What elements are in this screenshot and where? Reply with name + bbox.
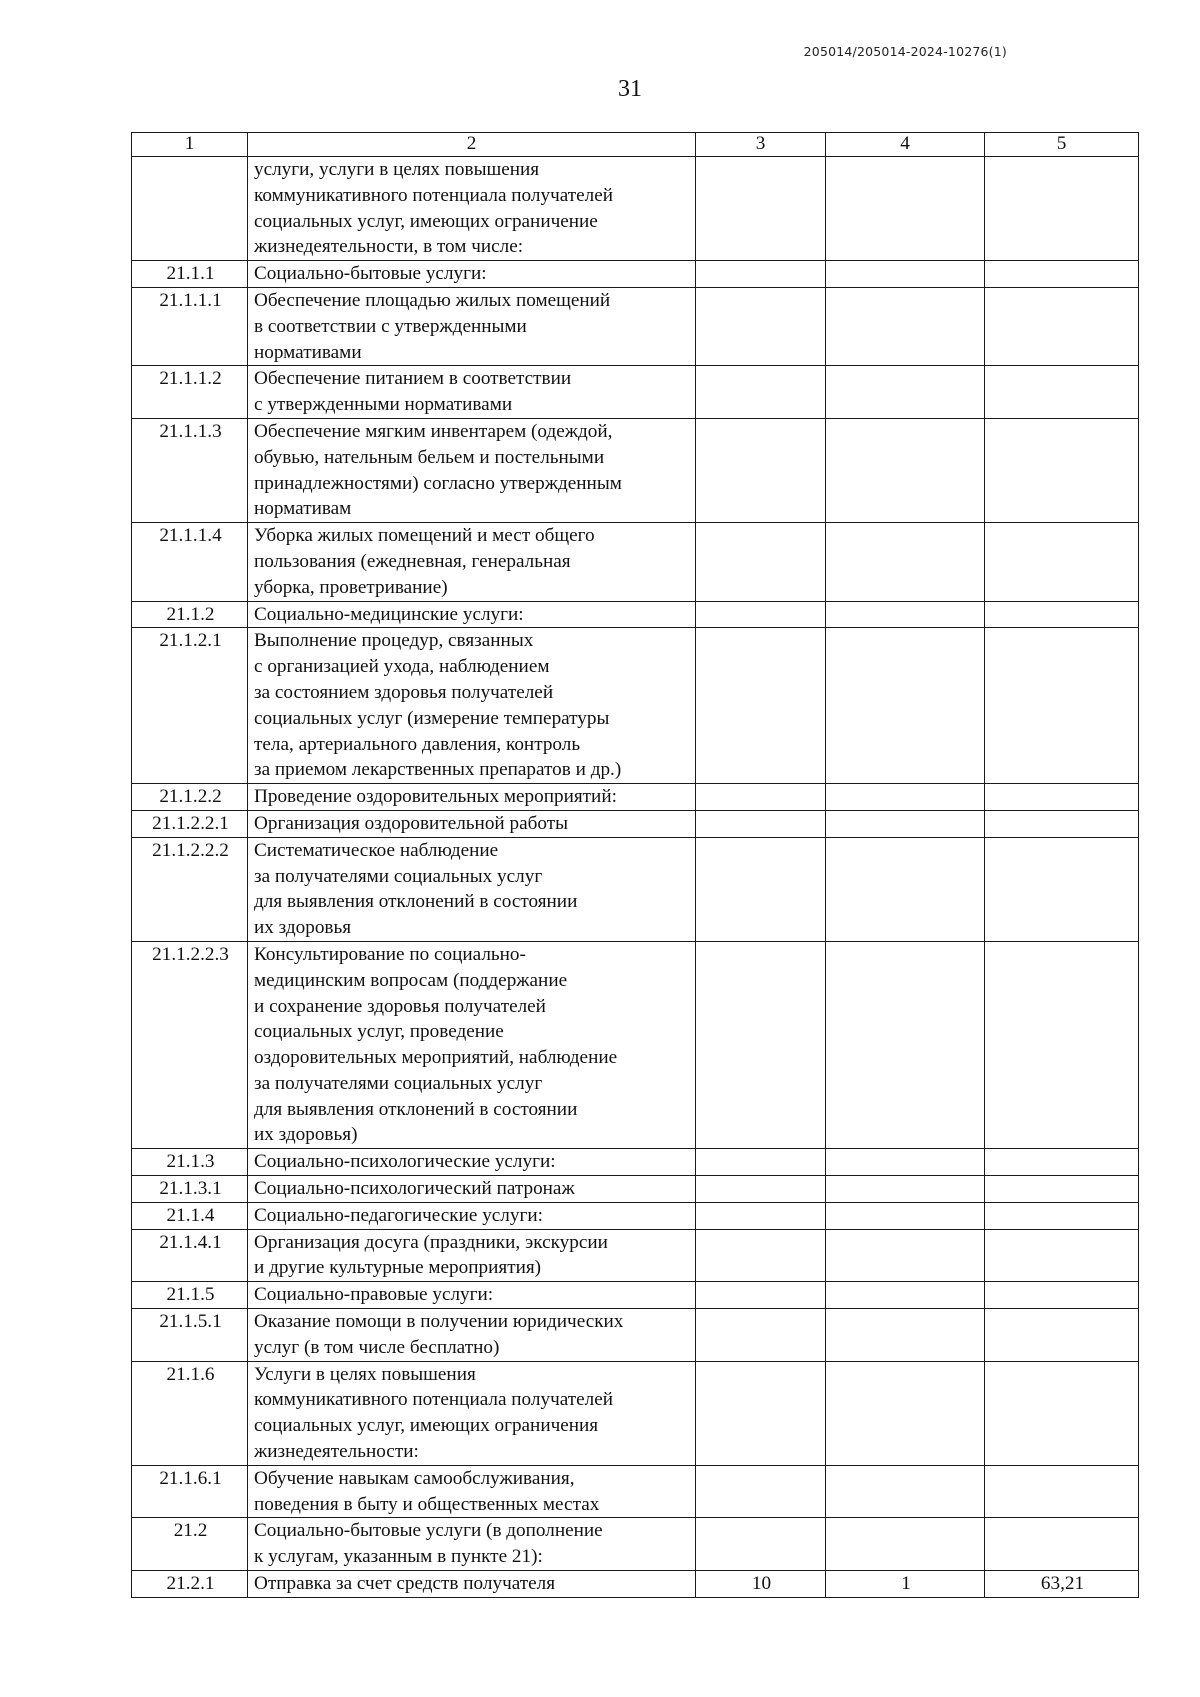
table-row <box>132 1361 1139 1465</box>
row-number: 21.1.5 <box>132 1282 248 1309</box>
value-col-4 <box>826 810 985 837</box>
value-col-5 <box>985 628 1139 784</box>
value-col-4 <box>826 1176 985 1203</box>
service-name: Социально-бытовые услуги: <box>248 261 696 288</box>
service-name: Обеспечение площадью жилых помещений в соответствии с утвержденными нормативами <box>248 287 696 365</box>
value-col-3 <box>696 628 826 784</box>
value-col-3 <box>696 1518 826 1571</box>
header-row <box>132 133 1139 157</box>
value-col-3 <box>696 941 826 1148</box>
value-col-4 <box>826 418 985 522</box>
value-col-5 <box>985 366 1139 419</box>
row-number: 21.1.3.1 <box>132 1176 248 1203</box>
document-id: 205014/205014-2024-10276(1) <box>803 44 1007 59</box>
page-number: 31 <box>618 76 642 102</box>
table-body <box>132 157 1139 1598</box>
value-col-3: 10 <box>696 1571 826 1598</box>
service-name: Организация досуга (праздники, экскурсии и другие культурные мероприятия) <box>248 1229 696 1282</box>
service-name: Консультирование по социально- медицинским вопросам (поддержание и сохранение здоровья получателей социальных услуг, проведение оздоровительных мероприятий, наблюдение за получателями социальных услуг для выявления отклонений в состоянии их здоровья) <box>248 941 696 1148</box>
row-number: 21.1.6.1 <box>132 1465 248 1518</box>
value-col-4 <box>826 157 985 261</box>
value-col-5: 63,21 <box>985 1571 1139 1598</box>
value-col-3 <box>696 1202 826 1229</box>
table-row <box>132 1571 1139 1598</box>
value-col-5 <box>985 1282 1139 1309</box>
value-col-3 <box>696 157 826 261</box>
services-table <box>131 132 1139 1598</box>
value-col-5 <box>985 157 1139 261</box>
row-number: 21.1.2.2 <box>132 784 248 811</box>
value-col-5 <box>985 837 1139 941</box>
value-col-5 <box>985 784 1139 811</box>
value-col-3 <box>696 1309 826 1362</box>
value-col-4 <box>826 287 985 365</box>
table-row <box>132 418 1139 522</box>
table-row <box>132 1149 1139 1176</box>
value-col-3 <box>696 287 826 365</box>
row-number: 21.1.1.4 <box>132 523 248 601</box>
service-name: Обучение навыкам самообслуживания, поведения в быту и общественных местах <box>248 1465 696 1518</box>
value-col-5 <box>985 1309 1139 1362</box>
service-name: Систематическое наблюдение за получателями социальных услуг для выявления отклонений в состоянии их здоровья <box>248 837 696 941</box>
service-name: Организация оздоровительной работы <box>248 810 696 837</box>
service-name: услуги, услуги в целях повышения коммуникативного потенциала получателей социальных услуг, имеющих ограничение жизнедеятельности, в том числе: <box>248 157 696 261</box>
value-col-3 <box>696 366 826 419</box>
row-number: 21.1.5.1 <box>132 1309 248 1362</box>
table-row <box>132 287 1139 365</box>
service-name: Социально-педагогические услуги: <box>248 1202 696 1229</box>
row-number: 21.1.3 <box>132 1149 248 1176</box>
value-col-5 <box>985 810 1139 837</box>
header-col-2: 2 <box>248 133 696 157</box>
value-col-4 <box>826 601 985 628</box>
service-name: Социально-правовые услуги: <box>248 1282 696 1309</box>
value-col-4 <box>826 784 985 811</box>
value-col-5 <box>985 523 1139 601</box>
table-row <box>132 157 1139 261</box>
value-col-5 <box>985 1149 1139 1176</box>
value-col-3 <box>696 1465 826 1518</box>
table-row <box>132 366 1139 419</box>
table-row <box>132 1229 1139 1282</box>
row-number: 21.1.2.2.2 <box>132 837 248 941</box>
table-row <box>132 941 1139 1148</box>
table-row <box>132 837 1139 941</box>
value-col-3 <box>696 1149 826 1176</box>
header-col-4: 4 <box>826 133 985 157</box>
value-col-4: 1 <box>826 1571 985 1598</box>
value-col-3 <box>696 837 826 941</box>
value-col-3 <box>696 1282 826 1309</box>
row-number: 21.1.4 <box>132 1202 248 1229</box>
value-col-4 <box>826 1229 985 1282</box>
value-col-4 <box>826 628 985 784</box>
value-col-4 <box>826 1465 985 1518</box>
value-col-3 <box>696 261 826 288</box>
table-row <box>132 784 1139 811</box>
service-name: Социально-медицинские услуги: <box>248 601 696 628</box>
row-number: 21.1.2.2.3 <box>132 941 248 1148</box>
row-number: 21.1.2.2.1 <box>132 810 248 837</box>
value-col-3 <box>696 523 826 601</box>
table-row <box>132 1282 1139 1309</box>
value-col-5 <box>985 261 1139 288</box>
table-row <box>132 601 1139 628</box>
value-col-5 <box>985 287 1139 365</box>
value-col-4 <box>826 261 985 288</box>
row-number: 21.1.2 <box>132 601 248 628</box>
value-col-4 <box>826 523 985 601</box>
service-name: Оказание помощи в получении юридических услуг (в том числе бесплатно) <box>248 1309 696 1362</box>
value-col-5 <box>985 941 1139 1148</box>
service-name: Выполнение процедур, связанных с организацией ухода, наблюдением за состоянием здоровья получателей социальных услуг (измерение температуры тела, артериального давления, контроль за приемом лекарственных препаратов и др.) <box>248 628 696 784</box>
value-col-3 <box>696 418 826 522</box>
row-number: 21.2.1 <box>132 1571 248 1598</box>
table-row <box>132 1309 1139 1362</box>
value-col-4 <box>826 366 985 419</box>
value-col-4 <box>826 941 985 1148</box>
service-name: Уборка жилых помещений и мест общего пользования (ежедневная, генеральная уборка, проветривание) <box>248 523 696 601</box>
value-col-3 <box>696 601 826 628</box>
row-number: 21.1.1.3 <box>132 418 248 522</box>
row-number: 21.1.6 <box>132 1361 248 1465</box>
value-col-4 <box>826 837 985 941</box>
service-name: Социально-психологические услуги: <box>248 1149 696 1176</box>
value-col-4 <box>826 1282 985 1309</box>
row-number: 21.1.4.1 <box>132 1229 248 1282</box>
service-name: Отправка за счет средств получателя <box>248 1571 696 1598</box>
value-col-4 <box>826 1361 985 1465</box>
table-row <box>132 810 1139 837</box>
value-col-3 <box>696 1176 826 1203</box>
table-row <box>132 628 1139 784</box>
header-col-5: 5 <box>985 133 1139 157</box>
value-col-3 <box>696 1229 826 1282</box>
service-name: Услуги в целях повышения коммуникативного потенциала получателей социальных услуг, имеющих ограничения жизнедеятельности: <box>248 1361 696 1465</box>
value-col-5 <box>985 1361 1139 1465</box>
row-number <box>132 157 248 261</box>
value-col-5 <box>985 1176 1139 1203</box>
service-name: Обеспечение питанием в соответствии с утвержденными нормативами <box>248 366 696 419</box>
value-col-5 <box>985 1202 1139 1229</box>
value-col-3 <box>696 1361 826 1465</box>
table-row <box>132 1518 1139 1571</box>
value-col-5 <box>985 1465 1139 1518</box>
row-number: 21.1.1.2 <box>132 366 248 419</box>
row-number: 21.1.2.1 <box>132 628 248 784</box>
row-number: 21.1.1.1 <box>132 287 248 365</box>
value-col-5 <box>985 418 1139 522</box>
service-name: Обеспечение мягким инвентарем (одеждой, обувью, нательным бельем и постельными принадлежностями) согласно утвержденным нормативам <box>248 418 696 522</box>
row-number: 21.2 <box>132 1518 248 1571</box>
service-name: Проведение оздоровительных мероприятий: <box>248 784 696 811</box>
header-col-1: 1 <box>132 133 248 157</box>
value-col-4 <box>826 1309 985 1362</box>
value-col-5 <box>985 1229 1139 1282</box>
table-row <box>132 1202 1139 1229</box>
value-col-3 <box>696 810 826 837</box>
row-number: 21.1.1 <box>132 261 248 288</box>
value-col-4 <box>826 1518 985 1571</box>
value-col-3 <box>696 784 826 811</box>
value-col-5 <box>985 1518 1139 1571</box>
value-col-5 <box>985 601 1139 628</box>
table-row <box>132 1176 1139 1203</box>
table-row <box>132 523 1139 601</box>
table-row <box>132 1465 1139 1518</box>
table-row <box>132 261 1139 288</box>
value-col-4 <box>826 1202 985 1229</box>
service-name: Социально-бытовые услуги (в дополнение к услугам, указанным в пункте 21): <box>248 1518 696 1571</box>
service-name: Социально-психологический патронаж <box>248 1176 696 1203</box>
header-col-3: 3 <box>696 133 826 157</box>
value-col-4 <box>826 1149 985 1176</box>
